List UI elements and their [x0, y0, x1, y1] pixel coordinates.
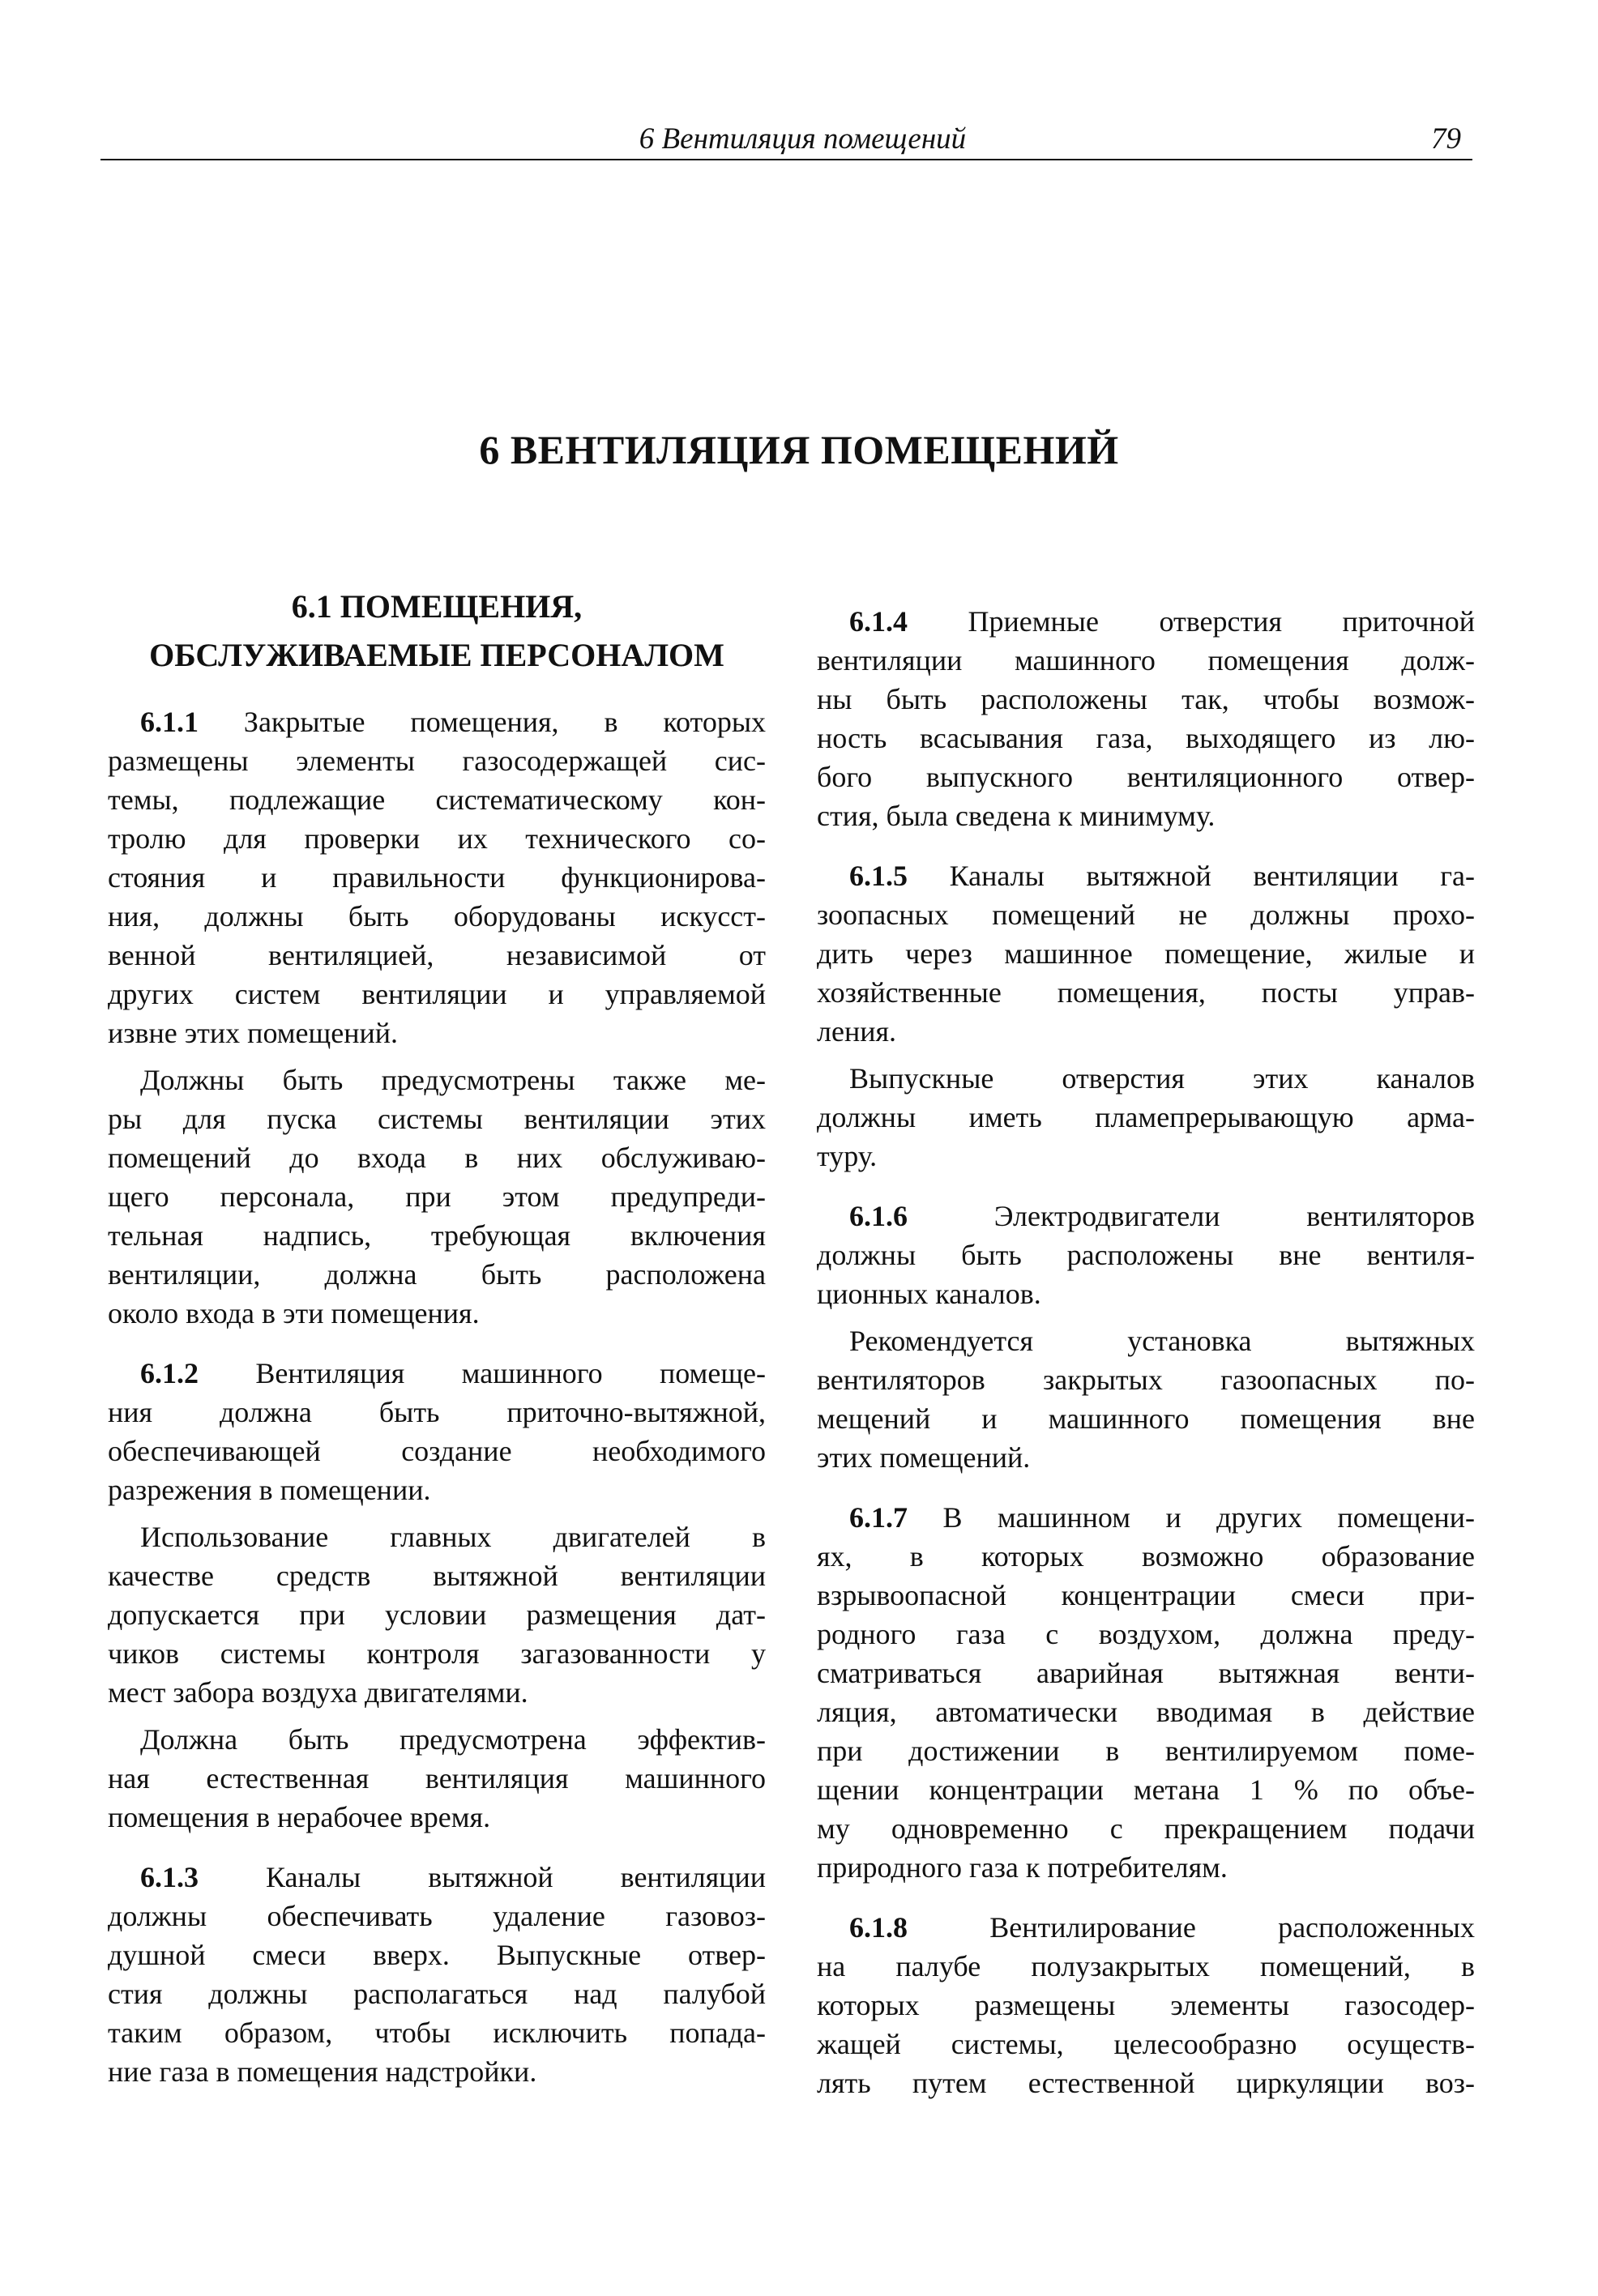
running-header — [100, 118, 1472, 160]
line-text: природного газа к потребителям. — [817, 1851, 1228, 1884]
line-text: В машинном и других помещени- — [942, 1501, 1475, 1534]
text-line — [817, 1908, 1475, 1947]
line-text: мест забора воздуха двигателями. — [108, 1676, 528, 1709]
text-line — [817, 1947, 1475, 1986]
line-text: венной вентиляцией, независимой от — [108, 939, 766, 971]
clause-number: 6.1.1 — [140, 706, 199, 738]
text-line — [108, 1354, 766, 1393]
text-line — [108, 1897, 766, 1935]
line-text: которых размещены элементы газосодер- — [817, 1989, 1475, 2021]
text-line — [817, 1986, 1475, 2025]
line-text: ны быть расположены так, чтобы возмож- — [817, 683, 1475, 715]
line-text: на палубе полузакрытых помещений, в — [817, 1950, 1475, 1982]
line-text: должны обеспечивать удаление газовоз- — [108, 1900, 766, 1932]
text-line — [817, 1321, 1475, 1360]
text-line — [108, 1177, 766, 1216]
numbered-paragraph — [108, 1354, 766, 1509]
text-line — [108, 741, 766, 780]
chapter-title: 6 ВЕНТИЛЯЦИЯ ПОМЕЩЕНИЙ — [479, 427, 1119, 472]
text-line — [817, 1235, 1475, 1274]
line-text: ях, в которых возможно образование — [817, 1540, 1475, 1573]
text-line — [108, 975, 766, 1014]
numbered-paragraph — [108, 702, 766, 1052]
line-text: темы, подлежащие систематическому кон- — [108, 783, 766, 816]
line-text: бого выпускного вентиляционного отвер- — [817, 761, 1475, 793]
line-text: Должны быть предусмотрены также ме- — [140, 1064, 766, 1096]
line-text: этих помещений. — [817, 1441, 1031, 1474]
text-line — [817, 1498, 1475, 1537]
paragraph — [817, 1321, 1475, 1477]
text-line — [817, 1576, 1475, 1615]
line-text: сматриваться аварийная вытяжная венти- — [817, 1657, 1475, 1689]
section-heading — [108, 583, 766, 680]
text-line — [108, 1858, 766, 1897]
text-line — [817, 1770, 1475, 1809]
line-text: Рекомендуется установка вытяжных — [849, 1325, 1475, 1357]
text-line — [817, 680, 1475, 719]
line-text: вентиляции, должна быть расположена — [108, 1258, 766, 1291]
text-line — [817, 1438, 1475, 1477]
running-title: 6 Вентиляция помещений — [639, 122, 967, 156]
line-text: около входа в эти помещения. — [108, 1297, 480, 1329]
paragraph — [108, 1061, 766, 1333]
line-text: хозяйственные помещения, посты управ- — [817, 976, 1475, 1009]
clause-number: 6.1.8 — [849, 1911, 908, 1944]
line-text: му одновременно с прекращением подачи — [817, 1812, 1475, 1845]
line-text: вентиляции машинного помещения долж- — [817, 644, 1475, 676]
text-line — [817, 895, 1475, 934]
line-text: тролю для проверки их технического со- — [108, 822, 766, 855]
text-line — [817, 1399, 1475, 1438]
line-text: ность всасывания газа, выходящего из лю- — [817, 722, 1475, 754]
text-line — [108, 1798, 766, 1837]
clause-number: 6.1.5 — [849, 860, 908, 892]
clause-number: 6.1.6 — [849, 1200, 908, 1232]
line-text: стия, была сведена к минимуму. — [817, 800, 1216, 832]
line-text: Должна быть предусмотрена эффектив- — [140, 1723, 766, 1756]
line-text: при достижении в вентилируемом поме- — [817, 1735, 1475, 1767]
line-text: туру. — [817, 1140, 878, 1172]
line-text: ния, должны быть оборудованы искусст- — [108, 900, 766, 932]
text-line — [108, 1470, 766, 1509]
text-line — [108, 1014, 766, 1052]
line-text: таким образом, чтобы исключить попада- — [108, 2016, 766, 2049]
text-line — [817, 1098, 1475, 1137]
text-line — [108, 1216, 766, 1255]
text-line — [817, 1848, 1475, 1887]
text-line — [108, 1720, 766, 1759]
text-line — [108, 1138, 766, 1177]
right-column — [817, 602, 1475, 2102]
numbered-paragraph — [817, 602, 1475, 835]
text-line — [108, 1432, 766, 1470]
clause-number: 6.1.4 — [849, 605, 908, 638]
line-text: Выпускные отверстия этих каналов — [849, 1062, 1475, 1095]
line-text: Электродвигатели вентиляторов — [993, 1200, 1475, 1232]
clause-number: 6.1.7 — [849, 1501, 908, 1534]
text-line — [108, 2052, 766, 2091]
line-text: щении концентрации метана 1 % по объе- — [817, 1773, 1475, 1806]
line-text: допускается при условии размещения дат- — [108, 1598, 766, 1631]
line-text: Закрытые помещения, в которых — [243, 706, 767, 738]
line-text: дить через машинное помещение, жилые и — [817, 937, 1475, 970]
line-text: жащей системы, целесообразно осуществ- — [817, 2028, 1475, 2060]
text-line — [817, 1615, 1475, 1654]
line-text: Приемные отверстия приточной — [968, 605, 1475, 638]
text-line — [817, 1692, 1475, 1731]
text-line — [817, 1012, 1475, 1051]
text-line — [817, 2063, 1475, 2102]
section-heading-line: 6.1 ПОМЕЩЕНИЯ, — [291, 588, 583, 625]
text-line — [108, 1099, 766, 1138]
text-line — [108, 1393, 766, 1432]
text-line — [108, 780, 766, 819]
text-line — [108, 1935, 766, 1974]
line-text: стояния и правильности функционирова- — [108, 861, 766, 894]
section-heading-line: ОБСЛУЖИВАЕМЫЕ ПЕРСОНАЛОМ — [149, 637, 724, 673]
text-line — [817, 719, 1475, 758]
text-line — [817, 796, 1475, 835]
text-line — [108, 1294, 766, 1333]
text-line — [817, 1809, 1475, 1848]
text-line — [817, 602, 1475, 641]
line-text: ления. — [817, 1015, 897, 1048]
text-line — [817, 1537, 1475, 1576]
text-line — [817, 1731, 1475, 1770]
paragraph — [817, 1059, 1475, 1176]
line-text: должны иметь пламепрерывающую арма- — [817, 1101, 1475, 1133]
text-line — [817, 1360, 1475, 1399]
line-text: ляция, автоматически вводимая в действие — [817, 1696, 1475, 1728]
text-line — [817, 1059, 1475, 1098]
line-text: Вентилирование расположенных — [989, 1911, 1475, 1944]
left-column — [108, 583, 766, 2091]
line-text: зоопасных помещений не должны прохо- — [817, 898, 1475, 931]
text-line — [108, 2013, 766, 2052]
line-text: обеспечивающей создание необходимого — [108, 1435, 766, 1467]
text-line — [108, 1595, 766, 1634]
paragraph — [108, 1720, 766, 1837]
line-text: извне этих помещений. — [108, 1017, 399, 1049]
line-text: ная естественная вентиляция машинного — [108, 1762, 766, 1795]
line-text: размещены элементы газосодержащей сис- — [108, 745, 766, 777]
text-line — [817, 758, 1475, 796]
line-text: других систем вентиляции и управляемой — [108, 978, 766, 1010]
line-text: взрывоопасной концентрации смеси при- — [817, 1579, 1475, 1611]
line-text: ние газа в помещения надстройки. — [108, 2055, 537, 2088]
text-line — [817, 1654, 1475, 1692]
text-line — [108, 858, 766, 897]
numbered-paragraph — [108, 1858, 766, 2091]
text-line — [817, 856, 1475, 895]
text-line — [817, 1197, 1475, 1235]
text-line — [108, 702, 766, 741]
line-text: мещений и машинного помещения вне — [817, 1402, 1475, 1435]
line-text: помещения в нерабочее время. — [108, 1801, 491, 1833]
line-text: лять путем естественной циркуляции воз- — [817, 2067, 1475, 2099]
numbered-paragraph — [817, 1197, 1475, 1313]
text-line — [817, 641, 1475, 680]
text-line — [817, 2025, 1475, 2063]
text-line — [817, 973, 1475, 1012]
line-text: тельная надпись, требующая включения — [108, 1219, 766, 1252]
text-line — [108, 1673, 766, 1712]
text-line — [108, 1517, 766, 1556]
text-line — [108, 1974, 766, 2013]
line-text: разрежения в помещении. — [108, 1474, 431, 1506]
text-line — [817, 1137, 1475, 1176]
paragraph — [108, 1517, 766, 1712]
line-text: ния должна быть приточно-вытяжной, — [108, 1396, 766, 1428]
page-number: 79 — [1431, 122, 1461, 156]
line-text: стия должны располагаться над палубой — [108, 1978, 766, 2010]
line-text: Каналы вытяжной вентиляции га- — [949, 860, 1476, 892]
text-line — [817, 934, 1475, 973]
line-text: помещений до входа в них обслуживаю- — [108, 1142, 766, 1174]
numbered-paragraph — [817, 856, 1475, 1051]
line-text: Каналы вытяжной вентиляции — [266, 1861, 767, 1893]
clause-number: 6.1.2 — [140, 1357, 199, 1389]
text-line — [108, 1759, 766, 1798]
line-text: качестве средств вытяжной вентиляции — [108, 1560, 766, 1592]
text-line — [108, 897, 766, 936]
text-line — [108, 1556, 766, 1595]
text-line — [108, 1061, 766, 1099]
line-text: ры для пуска системы вентиляции этих — [108, 1103, 766, 1135]
line-text: вентиляторов закрытых газоопасных по- — [817, 1364, 1475, 1396]
text-line — [108, 1255, 766, 1294]
text-line — [108, 936, 766, 975]
numbered-paragraph — [817, 1498, 1475, 1887]
line-text: щего персонала, при этом предупреди- — [108, 1180, 766, 1213]
line-text: родного газа с воздухом, должна преду- — [817, 1618, 1475, 1650]
line-text: чиков системы контроля загазованности у — [108, 1637, 766, 1670]
numbered-paragraph — [817, 1908, 1475, 2102]
line-text: ционных каналов. — [817, 1278, 1041, 1310]
line-text: должны быть расположены вне вентиля- — [817, 1239, 1475, 1271]
text-line — [108, 1634, 766, 1673]
text-line — [108, 819, 766, 858]
text-line — [817, 1274, 1475, 1313]
line-text: Вентиляция машинного помеще- — [255, 1357, 767, 1389]
clause-number: 6.1.3 — [140, 1861, 199, 1893]
line-text: Использование главных двигателей в — [140, 1521, 766, 1553]
line-text: душной смеси вверх. Выпускные отвер- — [108, 1939, 766, 1971]
